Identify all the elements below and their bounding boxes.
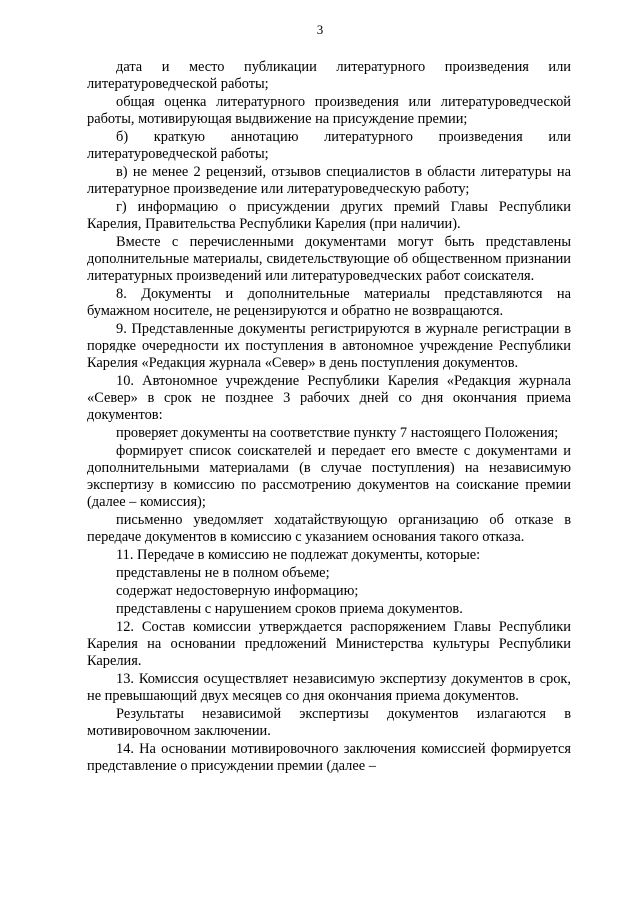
paragraph-clause-13: 13. Комиссия осуществляет независимую экспертизу документов в срок, не превышающий двух месяцев со дня окончания приема документов. [87,671,571,704]
paragraph-item-b-annotation: б) краткую аннотацию литературного произведения или литературоведческой работы; [87,129,571,162]
paragraph-notify-refusal: письменно уведомляет ходатайствующую организацию об отказе в передаче документов в комиссию с указанием основания такого отказа. [87,512,571,545]
paragraph-form-list: формирует список соискателей и передает его вместе с документами и дополнительными материалами (в случае поступления) на независимую экспертизу в комиссию по рассмотрению документов на соискание премии (далее – комиссия); [87,443,571,510]
paragraph-item-g-other-awards: г) информацию о присуждении других премий Главы Республики Карелия, Правительства Республики Карелия (при наличии). [87,199,571,232]
paragraph-clause-8: 8. Документы и дополнительные материалы представляются на бумажном носителе, не рецензируются и обратно не возвращаются. [87,286,571,319]
paragraph-clause-14: 14. На основании мотивировочного заключения комиссией формируется представление о присуждении премии (далее – [87,741,571,774]
paragraph-item-v-reviews: в) не менее 2 рецензий, отзывов специалистов в области литературы на литературное произведение или литературоведческую работу; [87,164,571,197]
paragraph-unreliable: содержат недостоверную информацию; [116,583,359,599]
paragraph-check-documents: проверяет документы на соответствие пункту 7 настоящего Положения; [116,425,559,441]
paragraph-clause-9: 9. Представленные документы регистрируются в журнале регистрации в порядке очередности их поступления в автономное учреждение Республики Карелия «Редакция журнала «Север» в день поступления документов. [87,321,571,371]
paragraph-overall-assessment: общая оценка литературного произведения или литературоведческой работы, мотивирующая выдвижение на присуждение премии; [87,94,571,127]
paragraph-publication-date: дата и место публикации литературного произведения или литературоведческой работы; [87,59,571,92]
paragraph-clause-11: 11. Передаче в комиссию не подлежат документы, которые: [116,547,481,563]
paragraph-additional-materials: Вместе с перечисленными документами могут быть представлены дополнительные материалы, свидетельствующие об общественном признании литературных произведений или литературоведческих работ соискателя. [87,234,571,284]
document-body [87,59,571,776]
paragraph-clause-10: 10. Автономное учреждение Республики Карелия «Редакция журнала «Север» в срок не позднее 3 рабочих дней со дня окончания приема документов: [87,373,571,423]
paragraph-late: представлены с нарушением сроков приема документов. [116,601,463,617]
page-number: 3 [316,22,324,37]
paragraph-clause-12: 12. Состав комиссии утверждается распоряжением Главы Республики Карелия на основании предложений Министерства культуры Республики Карелия. [87,619,571,669]
paragraph-expertise-results: Результаты независимой экспертизы документов излагаются в мотивировочном заключении. [87,706,571,739]
paragraph-incomplete: представлены не в полном объеме; [116,565,330,581]
